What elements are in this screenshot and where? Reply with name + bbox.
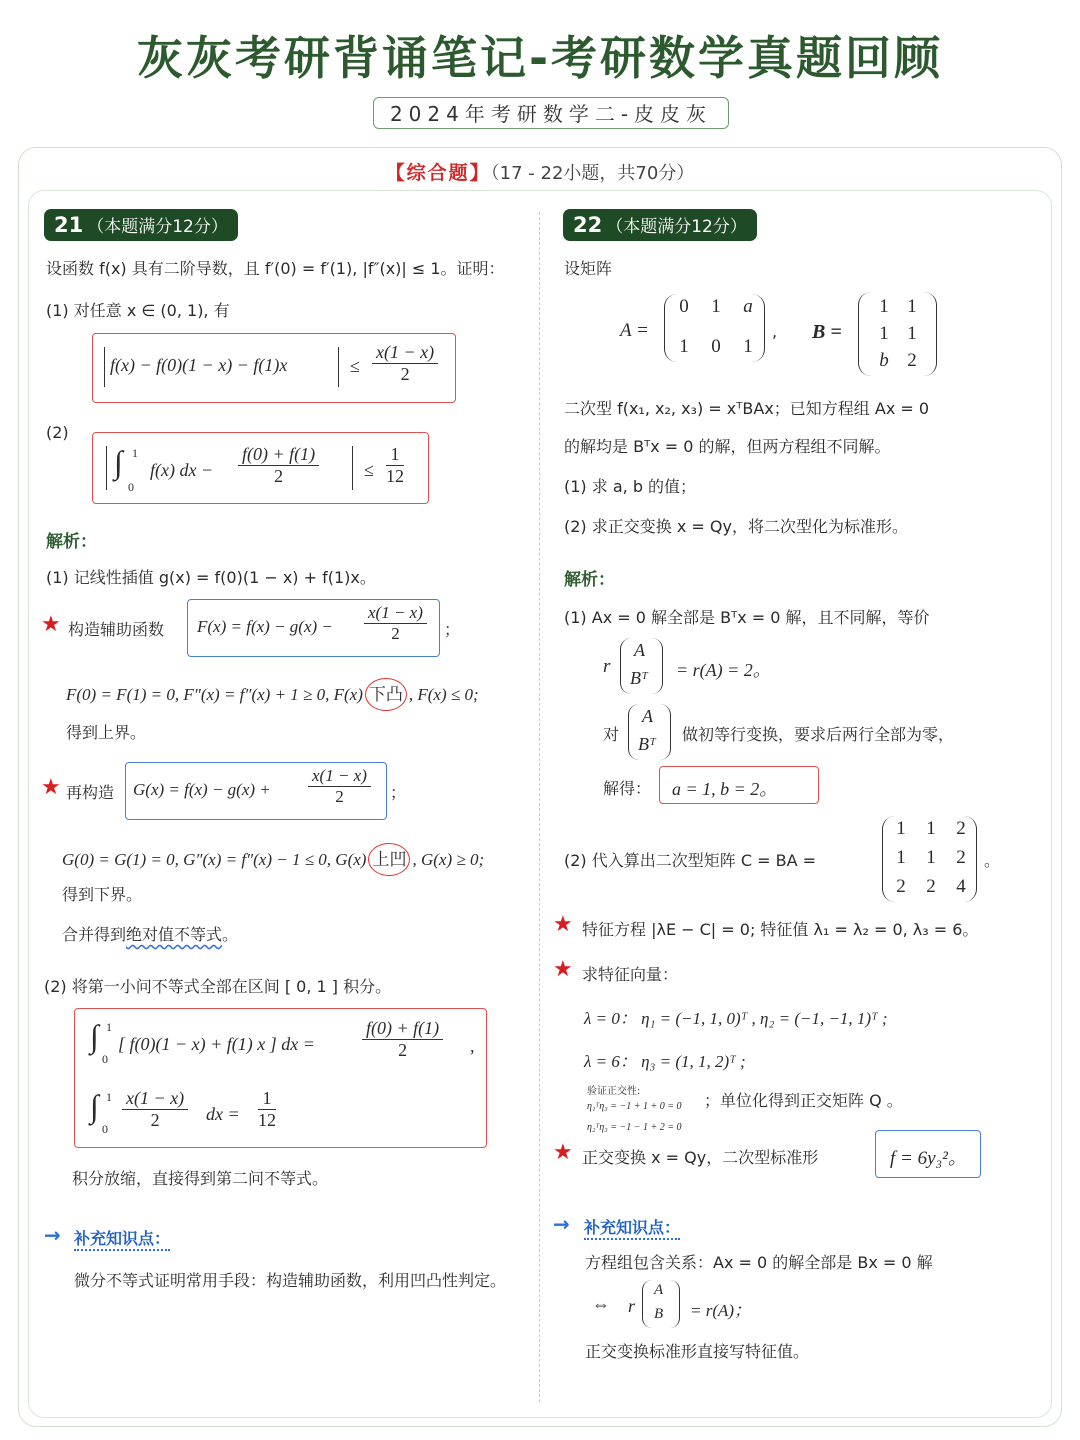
q22-supp3: 正交变换标准形直接写特征值。 <box>585 1342 810 1361</box>
q21-G-def: G(x) = f(x) − g(x) + <box>133 780 271 799</box>
matrix-cell: 1 <box>711 296 721 317</box>
merge-c: 。 <box>222 925 239 944</box>
matrix-cell: 1 <box>907 296 917 317</box>
rank-top: A <box>634 640 645 660</box>
frac-den: 2 <box>274 466 284 486</box>
q21-int2-rfrac <box>258 1088 276 1131</box>
supp-top: A <box>654 1282 664 1298</box>
q21-part2-label: (2) <box>46 423 69 442</box>
merge-a: 合并得到 <box>62 925 127 944</box>
star-icon: ★ <box>41 612 61 637</box>
column-divider <box>539 212 540 1402</box>
abs-bar-right <box>352 446 353 490</box>
frac-num: x(1 − x) <box>364 603 427 624</box>
frac-num: 1 <box>258 1088 276 1110</box>
q21-supp-text: 微分不等式证明常用手段：构造辅助函数，利用凹凸性判定。 <box>74 1271 507 1290</box>
abs-bar-left <box>104 347 105 387</box>
q21-F-props <box>66 676 479 709</box>
q21-badge <box>44 209 238 241</box>
star-icon: ★ <box>553 957 573 982</box>
F-props-a: F(0) = F(1) = 0, F″(x) = f″(x) + 1 ≥ 0, F(x) <box>66 685 363 704</box>
q21-ineq2-frac <box>238 444 319 487</box>
arrow-right-icon: → <box>44 1223 61 1247</box>
comma: , <box>772 322 778 341</box>
q22-vec6: λ = 6： η₃ = (1, 1, 2)ᵀ ; <box>584 1052 746 1071</box>
F-props-b: , F(x) ≤ 0; <box>408 685 479 704</box>
q22-stem: 设矩阵 <box>564 259 613 278</box>
integral-upper: 1 <box>106 1020 112 1034</box>
matrix-cell: 1 <box>926 847 936 868</box>
page-title: 灰灰考研背诵笔记-考研数学真题回顾 <box>136 31 944 85</box>
q22-a2: (2) 代入算出二次型矩阵 C = BA = <box>564 851 817 870</box>
q21-star2-text: 再构造 <box>66 783 115 802</box>
q21-ineq2-body: f(x) dx − <box>150 460 214 480</box>
matrix-cell: 0 <box>679 296 689 317</box>
G-props-a: G(0) = G(1) = 0, G″(x) = f″(x) − 1 ≤ 0, G(x) <box>62 850 367 869</box>
frac-den: 12 <box>386 466 404 486</box>
arrow-right-icon: → <box>553 1212 570 1236</box>
q22-supp-label: 补充知识点： <box>584 1215 680 1240</box>
q21-p2: (2) 将第一小问不等式全部在区间 [ 0, 1 ] 积分。 <box>44 977 392 996</box>
frac-num: x(1 − x) <box>372 342 438 364</box>
q22-a1: (1) Ax = 0 解全部是 Bᵀx = 0 解，且不同解，等价 <box>564 608 930 627</box>
q21-ineq1-lhs: f(x) − f(0)(1 − x) − f(1)x <box>110 355 288 375</box>
star-icon: ★ <box>553 1140 573 1165</box>
q21-G-circle: 上凹 <box>368 843 410 876</box>
q21-G-props <box>62 841 484 874</box>
integral-sign: ∫ <box>90 1018 99 1054</box>
rank-bot: Bᵀ <box>630 668 648 688</box>
op-bot: Bᵀ <box>638 734 656 754</box>
q21-star1-text: 构造辅助函数 <box>68 620 165 639</box>
matrix-cell: 2 <box>896 876 906 897</box>
integral-sign: ∫ <box>90 1088 99 1124</box>
semicolon: ； <box>444 620 461 639</box>
G-props-b: , G(x) ≥ 0; <box>412 850 485 869</box>
q21-F-def: F(x) = f(x) − g(x) − <box>197 617 333 636</box>
supp-bot: B <box>654 1306 664 1322</box>
q22-analysis-label: 解析： <box>564 570 615 590</box>
star-icon: ★ <box>41 775 61 800</box>
frac-den: 2 <box>400 364 410 384</box>
q21-supp-label: 补充知识点： <box>74 1226 170 1251</box>
q22-unit: ；单位化得到正交矩阵 Q 。 <box>704 1091 903 1110</box>
op-a: 对 <box>603 725 620 744</box>
semicolon: ； <box>390 783 407 802</box>
section-heading <box>0 158 1080 185</box>
paren-right <box>660 704 671 760</box>
q22-A-label: A = <box>620 320 649 341</box>
q21-F-circle: 下凸 <box>365 678 407 711</box>
period: 。 <box>984 851 1001 870</box>
q22-final-ans: f = 6y₃²。 <box>890 1148 967 1169</box>
q22-vec0: λ = 0： η₁ = (−1, 1, 0)ᵀ , η₂ = (−1, −1, 1)ᵀ ; <box>584 1009 888 1028</box>
q21-G-frac <box>308 766 371 807</box>
integral-lower: 0 <box>128 480 134 494</box>
q21-int2-frac <box>122 1088 188 1131</box>
frac-den: 12 <box>258 1110 276 1130</box>
q22-line2: 的解均是 Bᵀx = 0 的解，但两方程组不同解。 <box>564 437 891 456</box>
matrix-cell: 1 <box>743 336 753 357</box>
integral-lower: 0 <box>102 1122 108 1136</box>
q22-line1: 二次型 f(x₁, x₂, x₃) = xᵀBAx；已知方程组 Ax = 0 <box>564 399 930 418</box>
q21-F-frac <box>364 603 427 644</box>
matrix-cell: 2 <box>956 818 966 839</box>
q22-supp1: 方程组包含关系：Ax = 0 的解全部是 Bx = 0 解 <box>585 1253 933 1272</box>
q21-lower: 得到下界。 <box>62 885 143 904</box>
orth-2: η₂ᵀη₃ = −1 − 1 + 2 = 0 <box>587 1122 682 1133</box>
integral-sign: ∫ <box>114 444 123 480</box>
frac-num: x(1 − x) <box>308 766 371 787</box>
frac-num: x(1 − x) <box>122 1088 188 1110</box>
section-range: （17 - 22小题，共70分） <box>490 163 695 184</box>
q22-part1: (1) 求 a, b 的值； <box>564 477 697 496</box>
integral-upper: 1 <box>132 446 138 460</box>
rank-r: r <box>603 656 611 677</box>
rank-eq: = r(A) = 2。 <box>676 660 771 680</box>
q21-int1-frac <box>362 1018 443 1061</box>
q22-eig: 特征方程 |λE − C| = 0; 特征值 λ₁ = λ₂ = 0, λ₃ = 6。 <box>582 920 979 939</box>
q21-p2-end: 积分放缩，直接得到第二问不等式。 <box>72 1169 329 1188</box>
q21-number: 21 <box>54 213 84 237</box>
frac-num: f(0) + f(1) <box>238 444 319 466</box>
matrix-cell: 2 <box>907 350 917 371</box>
matrix-cell: b <box>879 350 889 371</box>
integral-lower: 0 <box>102 1052 108 1066</box>
q22-vec-label: 求特征向量： <box>582 965 679 984</box>
q21-a1: (1) 记线性插值 g(x) = f(0)(1 − x) + f(1)x。 <box>46 568 376 587</box>
comma: , <box>470 1036 475 1056</box>
op-b: 做初等行变换，要求后两行全部为零， <box>682 725 955 744</box>
matrix-cell: 1 <box>879 323 889 344</box>
matrix-cell: 1 <box>896 847 906 868</box>
q21-stem: 设函数 f(x) 具有二阶导数，且 f′(0) = f′(1), |f″(x)| ≤ 1。证明： <box>46 259 505 278</box>
orth-1: η₁ᵀη₃ = −1 + 1 + 0 = 0 <box>587 1101 682 1112</box>
matrix-cell: a <box>743 296 753 317</box>
abs-bar-right <box>338 347 339 387</box>
matrix-cell: 0 <box>711 336 721 357</box>
frac-num: 1 <box>386 444 404 466</box>
q21-upper: 得到上界。 <box>66 723 147 742</box>
frac-den: 2 <box>391 624 400 643</box>
q21-ineq2-rel: ≤ <box>364 460 374 480</box>
merge-emph: 绝对值不等式 <box>126 925 223 944</box>
frac-den: 2 <box>398 1040 408 1060</box>
supp-r: r <box>628 1296 636 1316</box>
q21-ineq1-rel: ≤ <box>350 356 360 376</box>
orth-title: 验证正交性: <box>587 1086 641 1097</box>
q22-score: （本题满分12分） <box>606 217 747 237</box>
frac-den: 2 <box>335 787 344 806</box>
frac-den: 2 <box>150 1110 160 1130</box>
matrix-cell: 2 <box>956 847 966 868</box>
q21-analysis-label: 解析： <box>46 532 97 552</box>
q21-score: （本题满分12分） <box>87 217 228 237</box>
paren-right <box>652 638 663 694</box>
solve-label: 解得： <box>603 779 652 798</box>
solve-ans: a = 1, b = 2。 <box>672 779 778 799</box>
q21-ineq1-frac <box>372 342 438 385</box>
q21-part1-label: (1) 对任意 x ∈ (0, 1), 有 <box>46 301 230 320</box>
paren-left <box>642 1280 652 1328</box>
matrix-cell: 4 <box>956 876 966 897</box>
q21-merge <box>62 922 238 945</box>
matrix-cell: 1 <box>907 323 917 344</box>
integral-upper: 1 <box>106 1090 112 1104</box>
matrix-cell: 1 <box>896 818 906 839</box>
q22-part2: (2) 求正交变换 x = Qy，将二次型化为标准形。 <box>564 517 908 536</box>
page-subtitle: 2024年考研数学二-皮皮灰 <box>373 97 729 129</box>
frac-num: f(0) + f(1) <box>362 1018 443 1040</box>
q22-B-label: B = <box>812 321 842 343</box>
q21-int1-body: [ f(0)(1 − x) + f(1) x ] dx = <box>118 1034 315 1054</box>
matrix-cell: 1 <box>879 296 889 317</box>
supp-eq: = r(A)； <box>690 1301 752 1320</box>
q21-int2-mid: dx = <box>206 1104 240 1124</box>
section-label: 【综合题】 <box>385 162 491 184</box>
q22-badge <box>563 209 757 241</box>
op-top: A <box>642 706 653 726</box>
matrix-cell: 1 <box>926 818 936 839</box>
iff-icon: ⇔ <box>592 1294 610 1314</box>
q22-number: 22 <box>573 213 603 237</box>
star-icon: ★ <box>553 912 573 937</box>
matrix-cell: 2 <box>926 876 936 897</box>
matrix-cell: 1 <box>679 336 689 357</box>
paren-right <box>670 1280 680 1328</box>
q22-final: 正交变换 x = Qy，二次型标准形 <box>582 1148 819 1167</box>
q21-ineq2-rfrac <box>386 444 404 487</box>
abs-bar-left <box>106 446 107 490</box>
